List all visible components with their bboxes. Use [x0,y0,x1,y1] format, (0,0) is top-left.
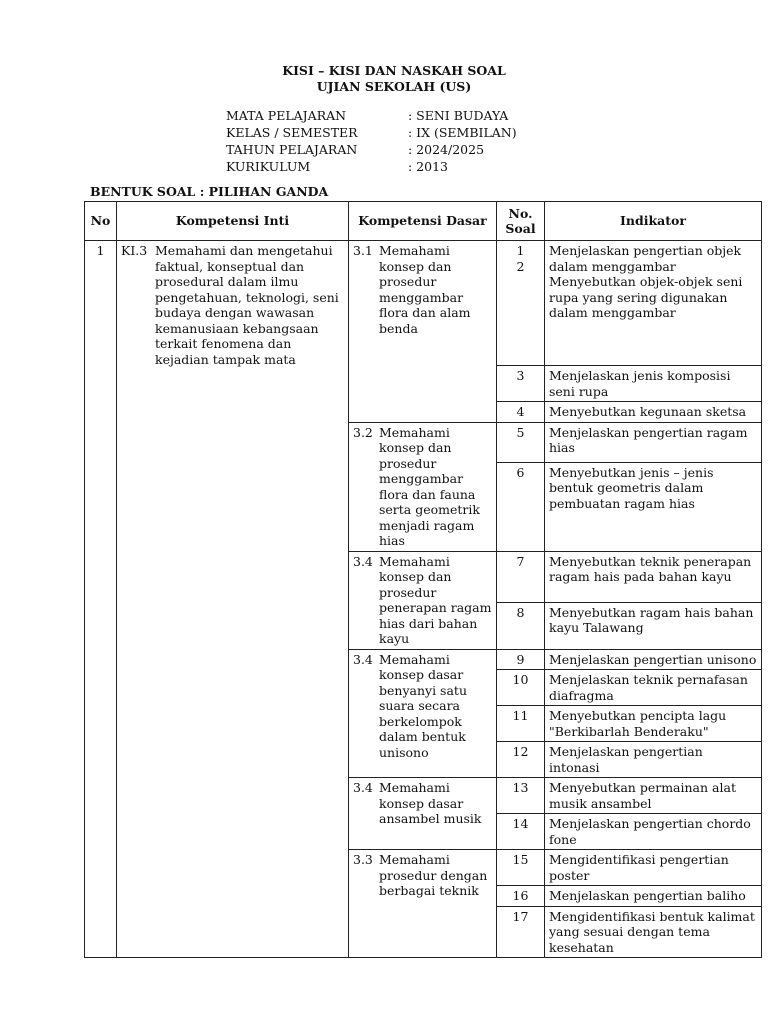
document-title: KISI – KISI DAN NASKAH SOAL [282,63,506,78]
meta-value: : 2013 [408,159,448,174]
indikator-text: Mengidentifikasi bentuk kalimat yang sesuai dengan tema kesehatan [545,906,762,958]
soal-number: 2 [516,258,525,274]
table-header-row [85,202,762,241]
meta-value: : IX (SEMBILAN) [408,125,517,140]
header-indikator: Indikator [545,202,762,241]
indikator-text: Menjelaskan pengertian intonasi [545,742,762,778]
kd-cell [349,241,497,423]
ki-cell [117,241,349,958]
kd-text: Memahami konsep dan prosedur penerapan ragam hias dari bahan kayu [379,553,492,646]
kd-text: Memahami prosedur dengan berbagai teknik [379,852,488,898]
soal-number: 12 [497,742,545,778]
kd-text: Memahami konsep dasar benyanyi satu suara secara berkelompok dalam bentuk unisono [379,651,467,760]
header-kompetensi-dasar: Kompetensi Dasar [349,202,497,241]
soal-number: 4 [497,402,545,423]
meta-row-year [226,141,517,158]
row-number: 1 [85,241,117,958]
kd-code: 3.3 [353,852,373,867]
document-meta [226,107,517,175]
kd-text: Memahami konsep dan prosedur menggambar flora dan alam benda [379,243,471,336]
kd-text: Memahami konsep dasar ansambel musik [379,780,482,826]
kd-code: 3.4 [353,780,373,795]
soal-number: 6 [497,462,545,551]
indikator-text: Menjelaskan pengertian objek dalam menggambar [549,243,742,274]
indikator-cell [545,241,762,366]
soal-number: 15 [497,850,545,886]
kd-code: 3.4 [353,553,373,569]
kd-cell [349,551,497,649]
meta-value: : 2024/2025 [408,142,485,157]
indikator-text: Menyebutkan jenis – jenis bentuk geometris dalam pembuatan ragam hias [545,462,762,551]
indikator-text: Menjelaskan teknik pernafasan diafragma [545,670,762,706]
soal-number: 3 [497,366,545,402]
indikator-text: Menjelaskan pengertian baliho [545,886,762,907]
soal-number: 10 [497,670,545,706]
header-no-soal: No. Soal [497,202,545,241]
kd-text: Memahami konsep dan prosedur menggambar flora dan fauna serta geometrik menjadi ragam hias [379,424,480,548]
indikator-text: Mengidentifikasi pengertian poster [545,850,762,886]
meta-label: KELAS / SEMESTER [226,125,358,140]
indikator-text: Menyebutkan pencipta lagu "Berkibarlah Benderaku" [545,706,762,742]
ki-code: KI.3 [121,243,148,258]
indikator-text: Menyebutkan ragam hais bahan kayu Talawang [545,602,762,649]
kd-cell [349,778,497,850]
soal-number: 8 [497,602,545,649]
kd-cell [349,649,497,778]
indikator-text: Menyebutkan teknik penerapan ragam hais pada bahan kayu [545,551,762,602]
indikator-text: Menyebutkan objek-objek seni rupa yang sering digunakan dalam menggambar [549,274,743,320]
kd-cell [349,422,497,551]
soal-number: 14 [497,814,545,850]
meta-row-curriculum [226,158,517,175]
meta-label: TAHUN PELAJARAN [226,142,358,157]
soal-number: 9 [497,649,545,670]
soal-number: 17 [497,906,545,958]
kd-cell [349,850,497,958]
meta-label: KURIKULUM [226,159,311,174]
soal-cell [497,241,545,366]
section-title: BENTUK SOAL : PILIHAN GANDA [90,184,329,199]
meta-row-class [226,124,517,141]
indikator-text: Menyebutkan permainan alat musik ansambel [545,778,762,814]
meta-row-subject [226,107,517,124]
indikator-text: Menjelaskan jenis komposisi seni rupa [545,366,762,402]
kd-code: 3.4 [353,651,373,667]
indikator-text: Menjelaskan pengertian unisono [545,649,762,670]
soal-number: 7 [497,551,545,602]
indikator-text: Menjelaskan pengertian chordo fone [545,814,762,850]
header-kompetensi-inti: Kompetensi Inti [117,202,349,241]
document-subtitle: UJIAN SEKOLAH (US) [316,79,472,94]
soal-number: 5 [497,422,545,462]
table-row [85,241,762,366]
indikator-text: Menjelaskan pengertian ragam hias [545,422,762,462]
soal-number: 16 [497,886,545,907]
soal-number: 1 [516,243,525,258]
meta-value: : SENI BUDAYA [408,108,509,123]
header-no: No [85,202,117,241]
kisi-kisi-table [84,201,762,958]
meta-label: MATA PELAJARAN [226,108,347,123]
soal-number: 13 [497,778,545,814]
kd-code: 3.1 [353,243,373,258]
ki-text: Memahami dan mengetahui faktual, konseptual dan prosedural dalam ilmu pengetahuan, teknologi, seni budaya dengan wawasan kemanusiaan kebangsaan terkait fenomena dan kejadian tampak mata [155,243,339,367]
indikator-text: Menyebutkan kegunaan sketsa [545,402,762,423]
kd-code: 3.2 [353,424,373,440]
soal-number: 11 [497,706,545,742]
